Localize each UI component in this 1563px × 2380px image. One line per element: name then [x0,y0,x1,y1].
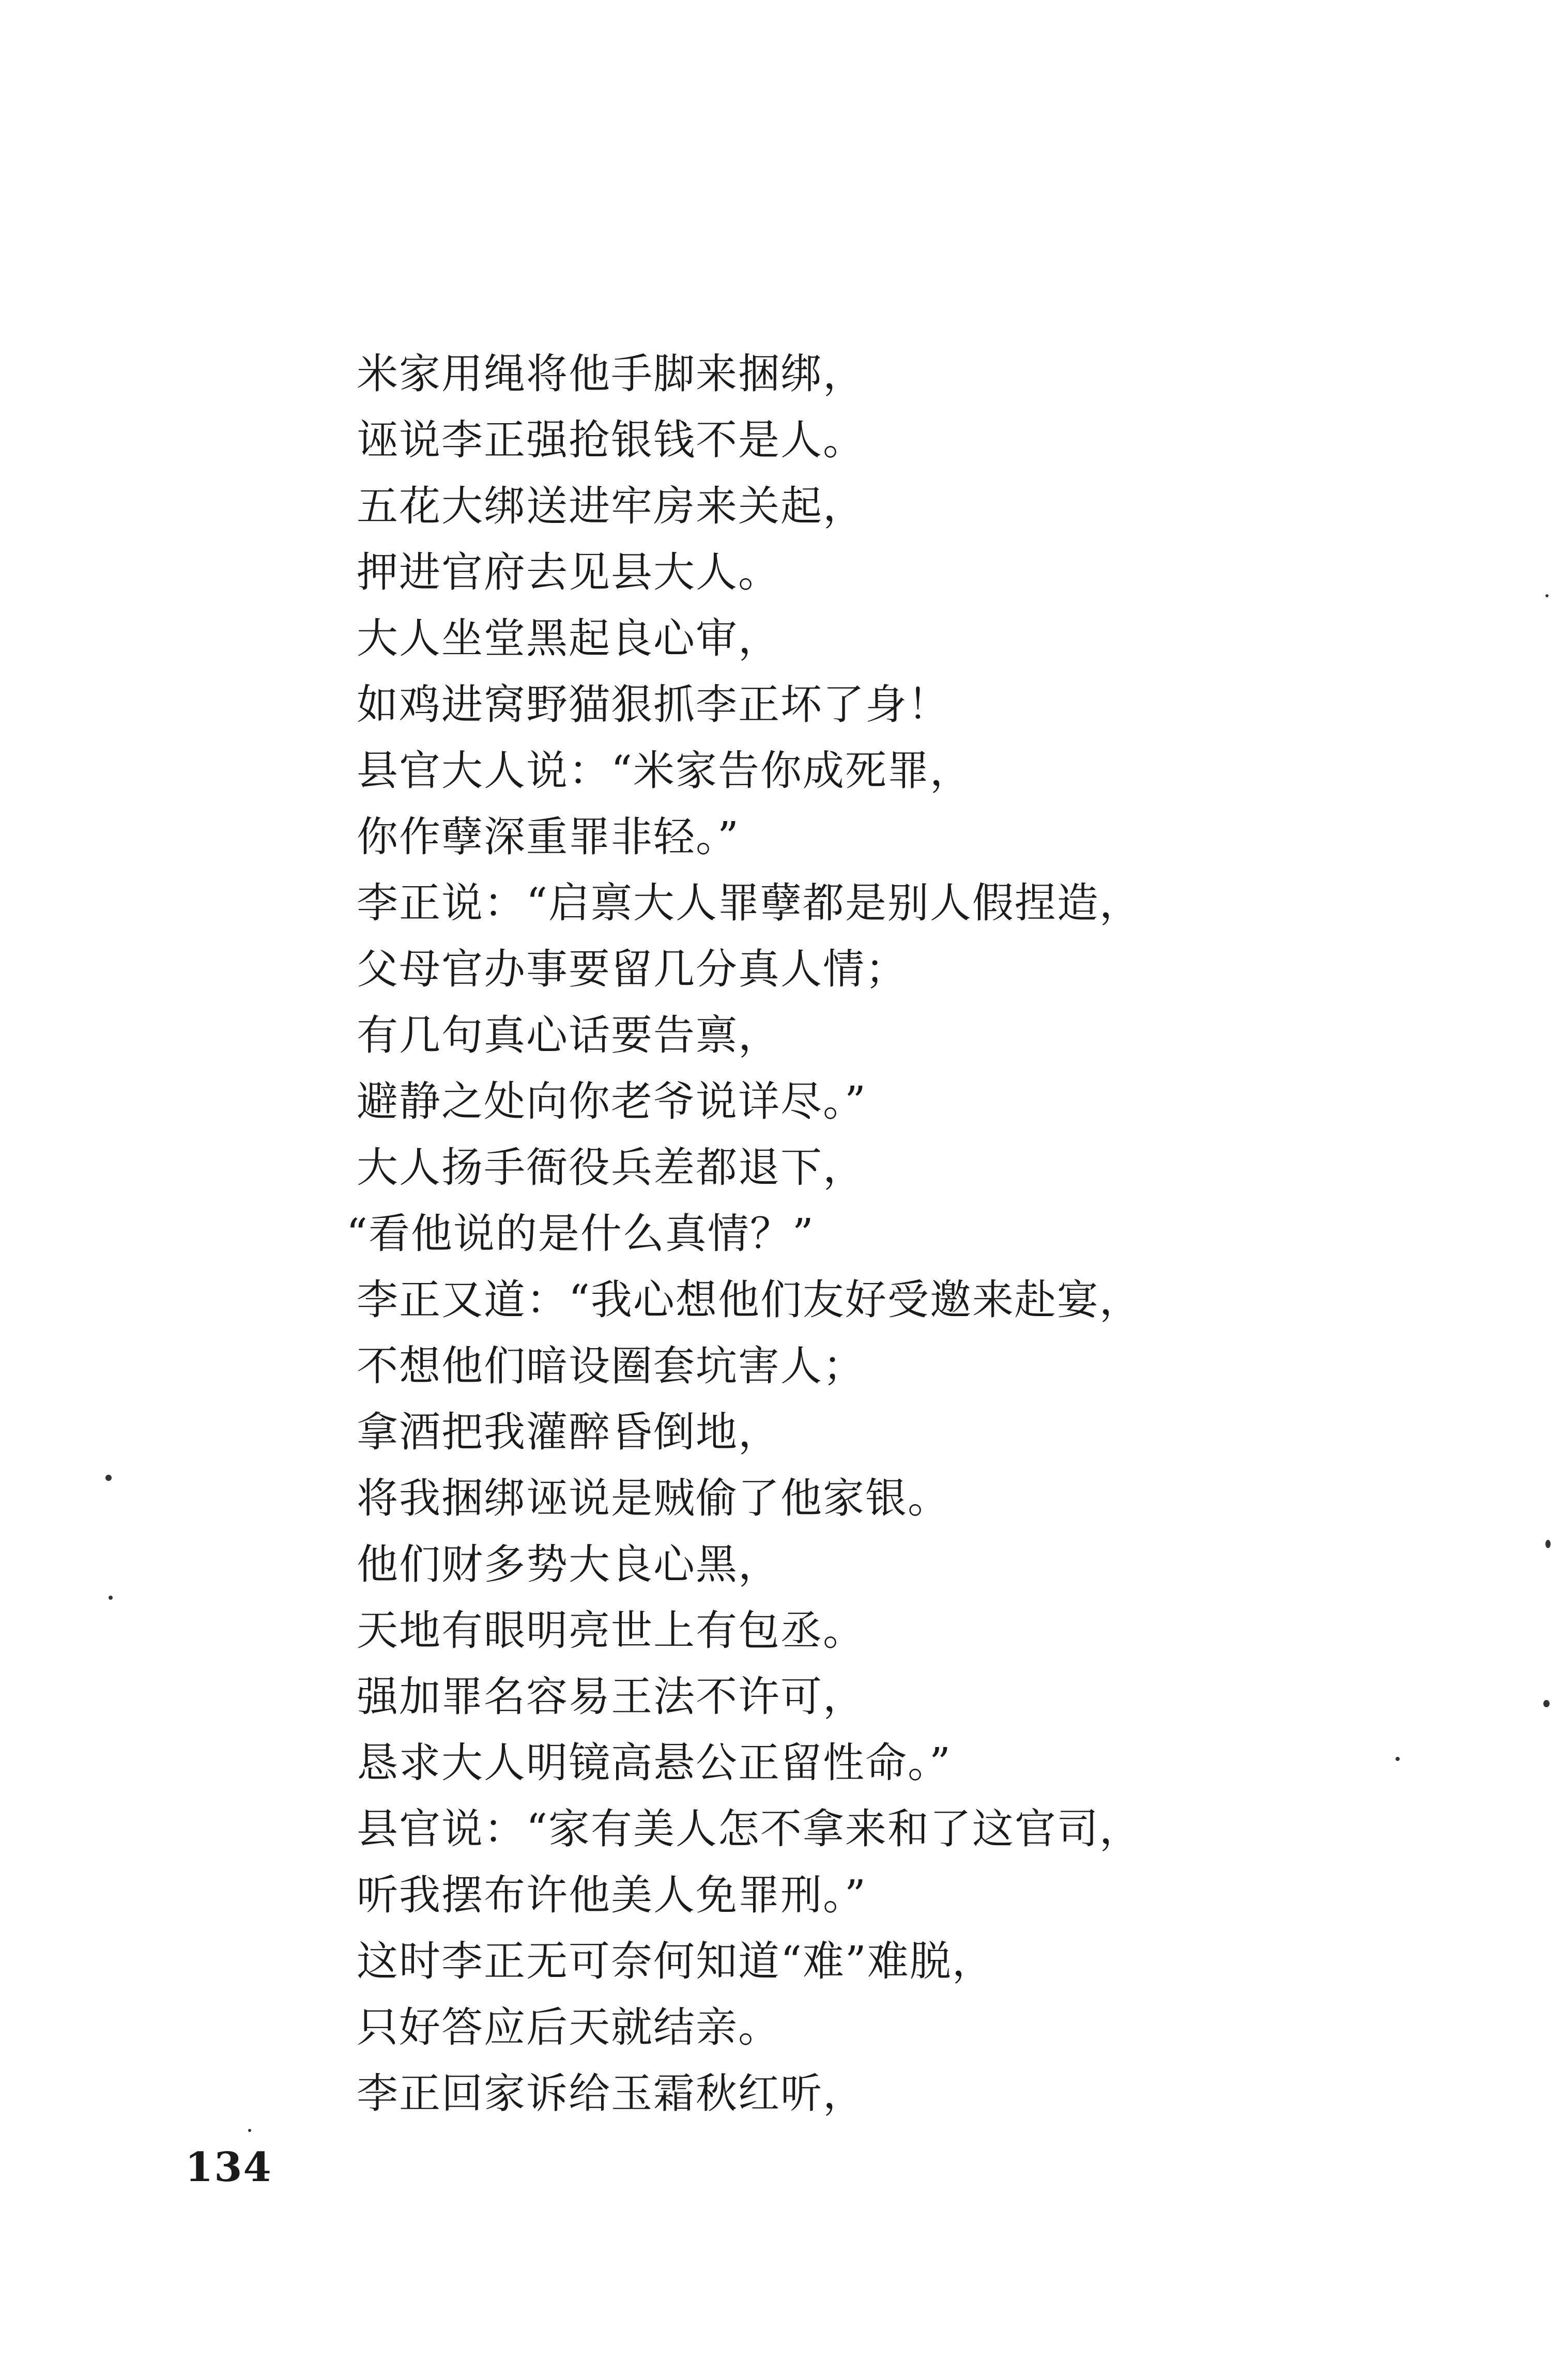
scan-speck [1545,1540,1551,1548]
scan-speck [109,1596,113,1600]
poem-line-23: 县官说：“家有美人怎不拿来和了这官司， [357,1805,1142,1853]
scan-speck [1396,1757,1400,1761]
scan-speck [1545,594,1549,597]
scan-speck [105,1475,112,1481]
poem-line-3: 五花大绑送进牢房来关起， [357,482,865,530]
poem-line-17: 拿酒把我灌醉昏倒地， [357,1408,780,1456]
poem-line-27: 李正回家诉给玉霜秋红听， [357,2069,865,2118]
poem-line-6: 如鸡进窝野猫狠抓李正坏了身！ [357,681,950,729]
poem-line-2: 诬说李正强抢银钱不是人。 [357,416,865,464]
poem-line-15: 李正又道：“我心想他们友好受邀来赴宴， [357,1276,1142,1324]
poem-line-21: 强加罪名容易王法不许可， [357,1673,865,1721]
poem-line-12: 避静之处向你老爷说详尽。” [357,1077,867,1125]
poem-line-1: 米家用绳将他手脚来捆绑， [357,350,865,398]
poem-line-9: 李正说：“启禀大人罪孽都是别人假捏造， [357,879,1142,927]
poem-line-4: 押进官府去见县大人。 [357,548,780,596]
poem-line-19: 他们财多势大良心黑， [357,1540,780,1588]
scan-speck [248,2129,251,2132]
poem-line-10: 父母官办事要留几分真人情； [357,945,908,993]
poem-line-8: 你作孽深重罪非轻。” [357,813,740,861]
poem-line-20: 天地有眼明亮世上有包丞。 [357,1606,865,1655]
poem-line-16: 不想他们暗设圈套坑害人； [357,1342,865,1390]
poem-text [346,341,1390,2127]
page-number: 134 [185,2144,272,2191]
poem-line-22: 恳求大人明镜高悬公正留性命。” [357,1739,952,1787]
poem-line-26: 只好答应后天就结亲。 [357,2003,780,2051]
poem-line-13: 大人扬手衙役兵差都退下， [357,1143,865,1192]
scan-speck [1543,1700,1550,1707]
poem-line-18: 将我捆绑诬说是贼偷了他家银。 [357,1474,950,1522]
poem-line-5: 大人坐堂黑起良心审， [357,614,780,662]
poem-line-24: 听我摆布许他美人免罪刑。” [357,1871,867,1919]
poem-line-14: “看他说的是什么真情？” [346,1210,815,1258]
poem-line-25: 这时李正无可奈何知道“难”难脱， [357,1937,994,1985]
poem-line-7: 县官大人说：“米家告你成死罪， [357,747,972,795]
poem-line-11: 有几句真心话要告禀， [357,1011,780,1059]
